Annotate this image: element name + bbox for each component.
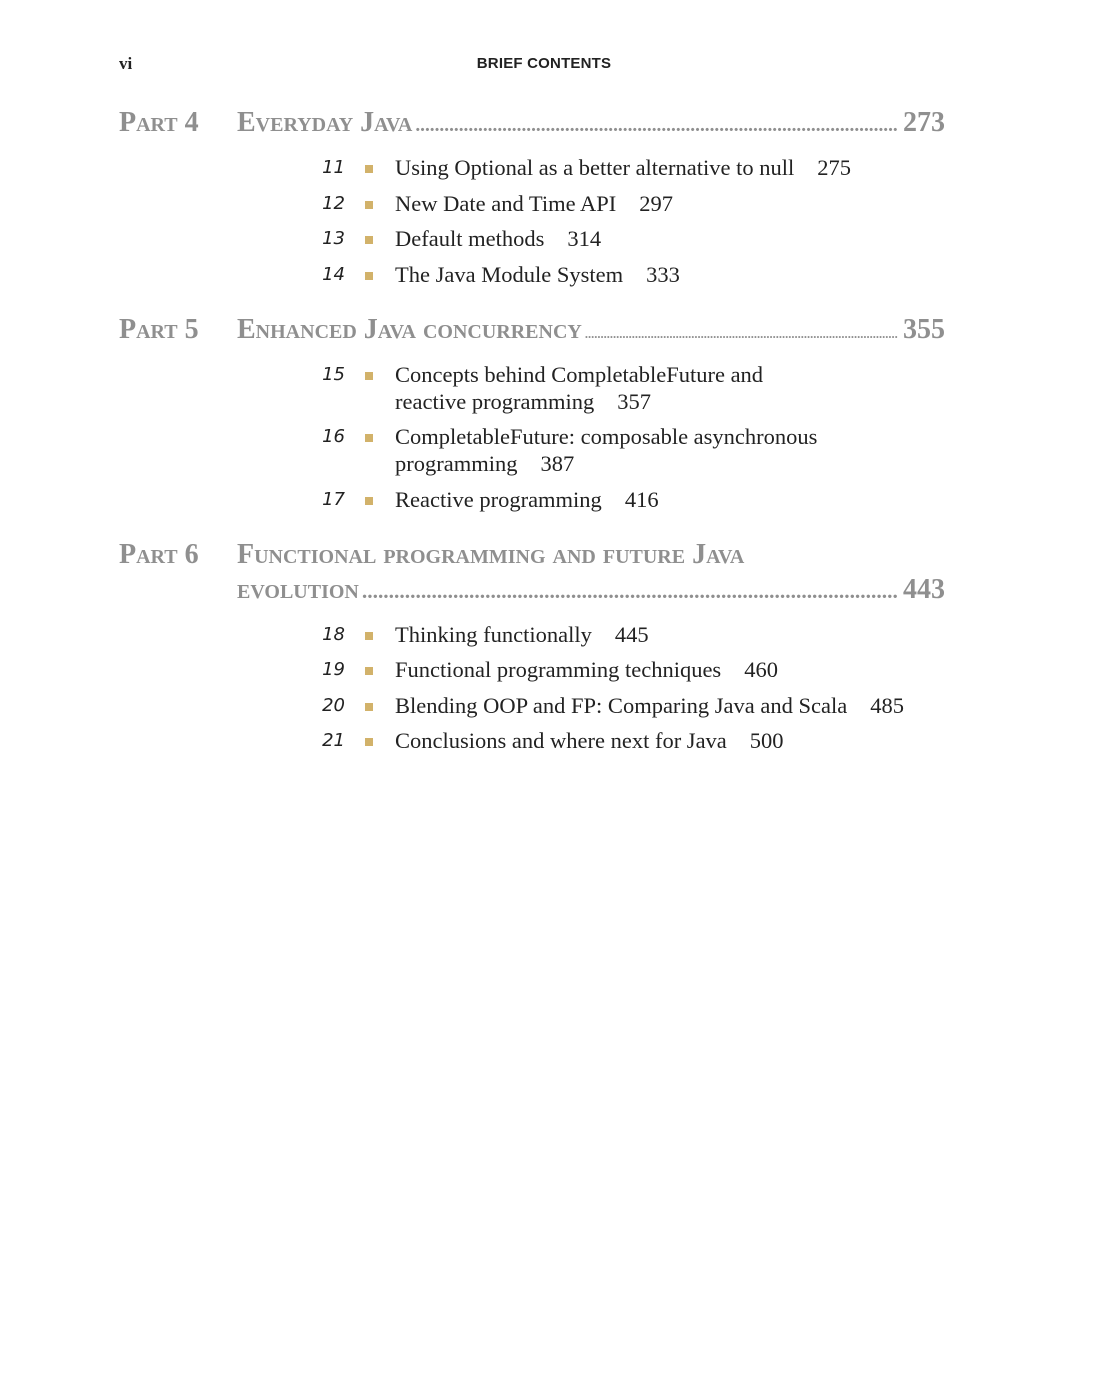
chapter-title: programming xyxy=(395,451,518,476)
square-bullet-icon xyxy=(345,154,395,181)
part-title-line: evolution xyxy=(237,573,359,605)
square-bullet-icon xyxy=(345,486,395,513)
square-bullet-icon xyxy=(345,423,395,477)
chapter-page: 445 xyxy=(614,621,649,647)
chapter-entry[interactable] xyxy=(119,261,945,288)
chapter-title: Default methods xyxy=(395,226,545,251)
chapter-page: 460 xyxy=(744,657,778,682)
part-title xyxy=(237,312,945,347)
square-bullet-icon xyxy=(345,261,395,288)
chapter-page: 500 xyxy=(749,728,784,753)
dot-leader: .................................................................................................... xyxy=(361,578,898,603)
running-header: BRIEF CONTENTS xyxy=(476,55,612,72)
chapter-title: Functional programming techniques xyxy=(395,657,722,682)
chapter-number: 19 xyxy=(322,659,345,680)
square-bullet-icon xyxy=(345,190,395,217)
chapter-number: 12 xyxy=(322,192,345,214)
chapter-entry[interactable] xyxy=(119,692,945,719)
table-of-contents xyxy=(119,105,945,778)
square-bullet-icon xyxy=(345,692,395,719)
chapter-title: reactive programming xyxy=(395,388,595,414)
part-heading[interactable] xyxy=(119,105,945,140)
chapter-title: The Java Module System xyxy=(395,261,624,287)
chapter-number: 18 xyxy=(322,623,345,645)
square-bullet-icon xyxy=(345,727,395,754)
part-title xyxy=(237,537,945,607)
chapter-number: 13 xyxy=(322,228,345,249)
chapter-title: Blending OOP and FP: Comparing Java and Scala xyxy=(395,692,848,718)
chapter-title: Concepts behind CompletableFuture and xyxy=(395,361,764,387)
chapter-page: 333 xyxy=(646,261,680,287)
chapter-page: 357 xyxy=(617,388,652,414)
chapter-list xyxy=(119,361,945,513)
chapter-title: Conclusions and where next for Java xyxy=(395,728,727,753)
square-bullet-icon xyxy=(345,656,395,683)
chapter-entry[interactable] xyxy=(119,727,945,754)
part-title xyxy=(237,105,945,140)
part-heading[interactable] xyxy=(119,537,945,607)
chapter-page: 416 xyxy=(624,486,659,512)
chapter-page: 485 xyxy=(870,692,904,718)
chapter-page: 297 xyxy=(639,190,673,216)
part-title-line: Enhanced Java concurrency xyxy=(237,313,582,345)
chapter-number: 17 xyxy=(322,488,345,510)
part-heading[interactable] xyxy=(119,312,945,347)
chapter-page: 314 xyxy=(567,226,602,251)
dot-leader: .................................................................................................... xyxy=(415,115,898,136)
chapter-title: CompletableFuture: composable asynchronous xyxy=(395,424,818,449)
chapter-entry[interactable] xyxy=(119,621,945,648)
chapter-title: Thinking functionally xyxy=(395,621,592,647)
chapter-number: 11 xyxy=(322,157,345,178)
chapter-number: 21 xyxy=(322,730,345,751)
square-bullet-icon xyxy=(345,361,395,415)
chapter-number: 14 xyxy=(322,263,345,285)
chapter-list xyxy=(119,154,945,288)
part-label: Part 5 xyxy=(119,313,199,345)
chapter-entry[interactable] xyxy=(119,225,945,252)
chapter-entry[interactable] xyxy=(119,656,945,683)
chapter-page: 387 xyxy=(540,451,575,476)
chapter-entry[interactable] xyxy=(119,423,945,477)
part-page: 355 xyxy=(903,313,945,345)
part-label: Part 4 xyxy=(119,107,199,138)
chapter-entry[interactable] xyxy=(119,486,945,513)
part-page: 273 xyxy=(903,107,945,138)
chapter-title: Using Optional as a better alternative to null xyxy=(395,155,795,180)
square-bullet-icon xyxy=(345,225,395,252)
chapter-number: 20 xyxy=(322,694,345,716)
chapter-entry[interactable] xyxy=(119,190,945,217)
chapter-page: 275 xyxy=(817,155,852,180)
chapter-number: 16 xyxy=(322,426,345,447)
chapter-title: New Date and Time API xyxy=(395,190,617,216)
chapter-entry[interactable] xyxy=(119,154,945,181)
chapter-entry[interactable] xyxy=(119,361,945,415)
part-page: 443 xyxy=(903,573,945,605)
chapter-title: Reactive programming xyxy=(395,486,602,512)
page-number: vi xyxy=(119,54,133,73)
square-bullet-icon xyxy=(345,621,395,648)
part-title-line: Functional programming and future Java xyxy=(237,538,745,570)
chapter-number: 15 xyxy=(322,363,345,385)
part-title-line: Everyday Java xyxy=(237,107,413,138)
part-label: Part 6 xyxy=(119,538,199,570)
chapter-list xyxy=(119,621,945,755)
dot-leader: .................................................................................................... xyxy=(584,326,898,341)
